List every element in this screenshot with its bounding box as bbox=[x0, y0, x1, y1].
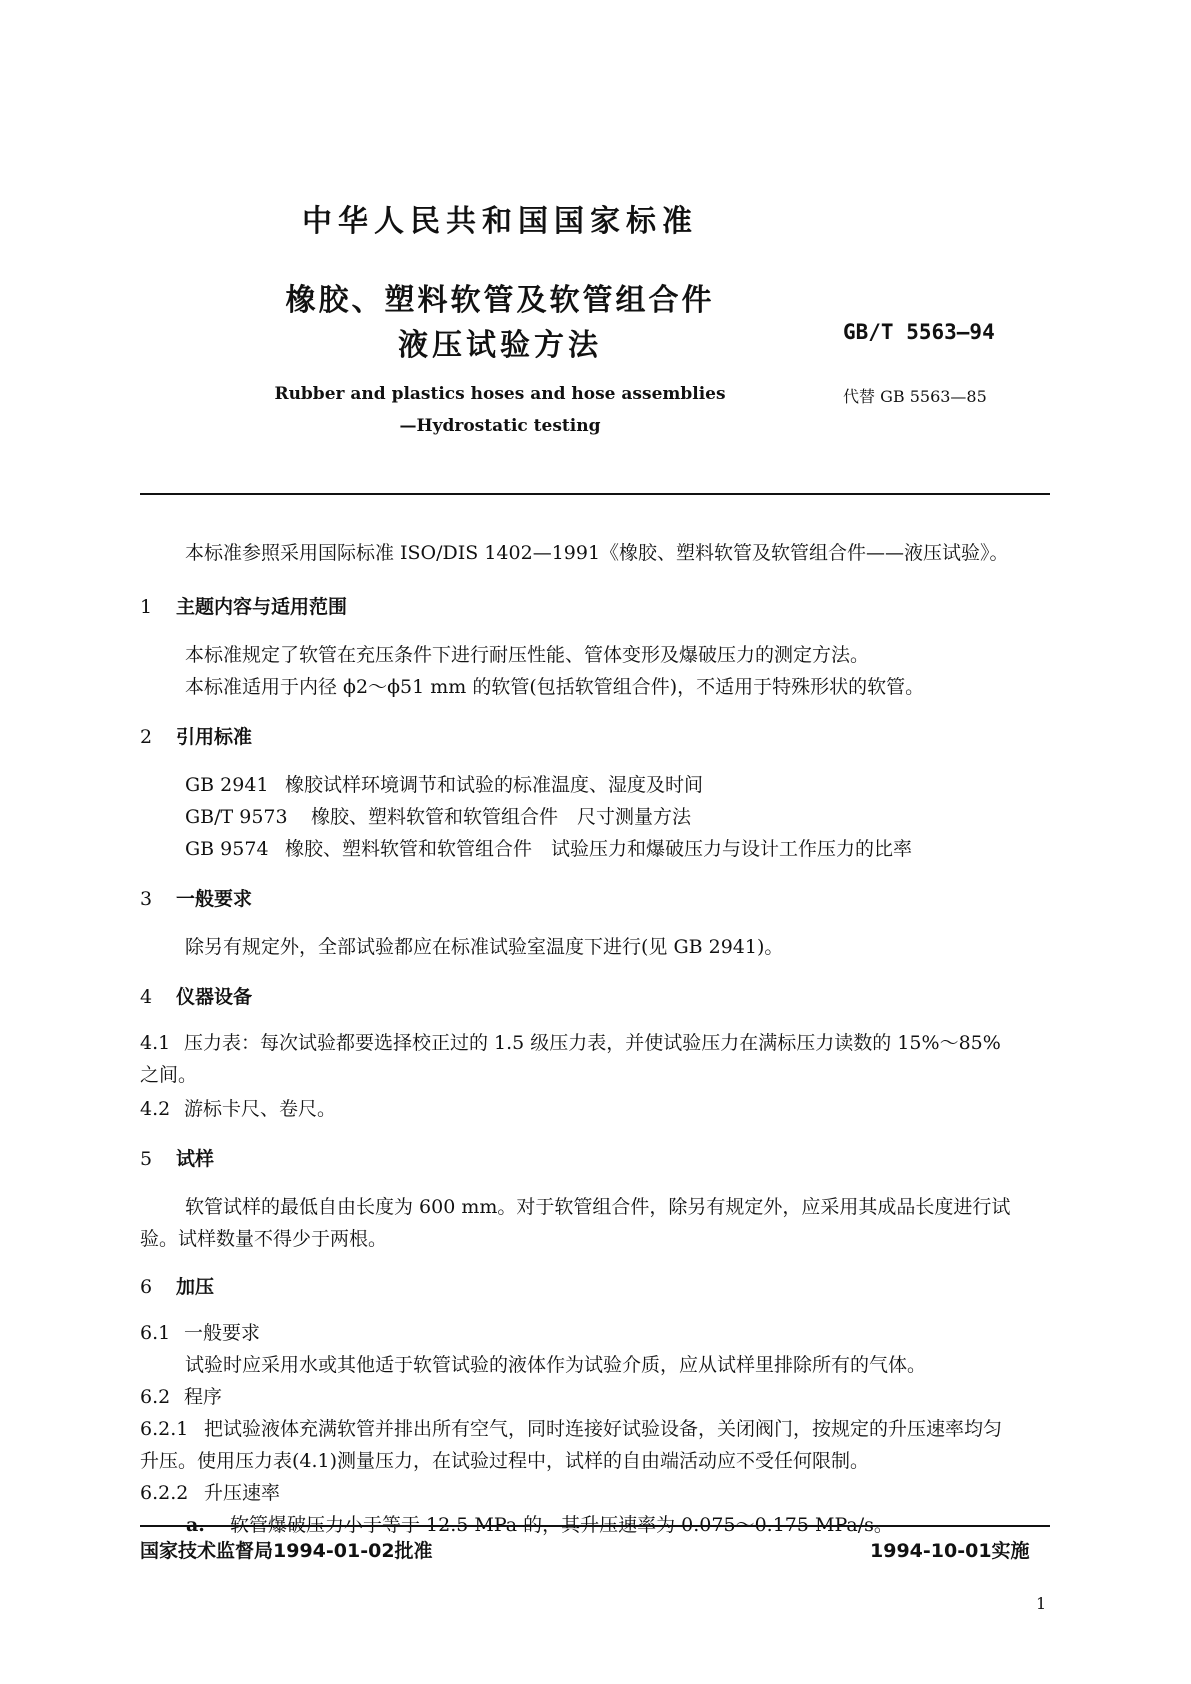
footer-divider bbox=[140, 1525, 1050, 1527]
clause-4-1-text: 压力表：每次试验都要选择校正过的 1.5 级压力表，并使试验压力在满标压力读数的 15%～85% bbox=[184, 1032, 1001, 1054]
list-item-a-text: 软管爆破压力小于等于 12.5 MPa 的，其升压速率为 0.075～0.175 MPa/s。 bbox=[230, 1514, 893, 1536]
clause-6-2-title: 程序 bbox=[184, 1386, 223, 1408]
national-standard-heading: 中华人民共和国国家标准 bbox=[302, 204, 698, 239]
reference-item bbox=[185, 770, 703, 797]
section-2-title: 引用标准 bbox=[176, 726, 253, 748]
section-6-title: 加压 bbox=[176, 1276, 215, 1298]
list-item-a bbox=[186, 1510, 893, 1537]
reference-code: GB 2941 bbox=[185, 774, 269, 796]
section-3-paragraph: 除另有规定外，全部试验都应在标准试验室温度下进行(见 GB 2941)。 bbox=[185, 936, 784, 958]
list-item-a-label: a. bbox=[186, 1514, 205, 1536]
section-2-heading bbox=[140, 722, 252, 749]
clause-6-1 bbox=[140, 1318, 260, 1345]
section-3-title: 一般要求 bbox=[176, 888, 253, 910]
clause-6-2-1-text: 把试验液体充满软管并排出所有空气，同时连接好试验设备，关闭阀门，按规定的升压速率均匀 bbox=[204, 1418, 1003, 1440]
clause-6-2-2-title: 升压速率 bbox=[204, 1482, 281, 1504]
section-1-title: 主题内容与适用范围 bbox=[176, 596, 348, 618]
section-2-number: 2 bbox=[140, 726, 153, 748]
reference-title: 橡胶试样环境调节和试验的标准温度、湿度及时间 bbox=[285, 774, 704, 796]
approval-info: 国家技术监督局1994-01-02批准 bbox=[140, 1540, 433, 1562]
section-4-heading bbox=[140, 982, 252, 1009]
clause-6-1-title: 一般要求 bbox=[184, 1322, 261, 1344]
section-1-heading bbox=[140, 592, 347, 619]
section-5-number: 5 bbox=[140, 1148, 153, 1170]
implementation-date: 1994-10-01实施 bbox=[870, 1540, 1030, 1562]
clause-4-2-text: 游标卡尺、卷尺。 bbox=[184, 1098, 337, 1120]
page-number: 1 bbox=[1036, 1594, 1047, 1613]
document-title-cn-line2: 液压试验方法 bbox=[398, 328, 602, 363]
section-4-number: 4 bbox=[140, 986, 153, 1008]
section-5-paragraph-line1: 软管试样的最低自由长度为 600 mm。对于软管组合件，除另有规定外，应采用其成品长度进行试 bbox=[185, 1196, 1011, 1218]
section-1-number: 1 bbox=[140, 596, 153, 618]
clause-4-2-number: 4.2 bbox=[140, 1098, 171, 1120]
clause-6-1-number: 6.1 bbox=[140, 1322, 171, 1344]
clause-6-1-text: 试验时应采用水或其他适于软管试验的液体作为试验介质，应从试样里排除所有的气体。 bbox=[185, 1354, 927, 1376]
section-5-paragraph-line2: 验。试样数量不得少于两根。 bbox=[140, 1228, 388, 1250]
clause-4-1-continuation: 之间。 bbox=[140, 1064, 198, 1086]
header-divider bbox=[140, 493, 1050, 495]
clause-6-2-2 bbox=[140, 1478, 280, 1505]
reference-title: 橡胶、塑料软管和软管组合件 试验压力和爆破压力与设计工作压力的比率 bbox=[285, 838, 913, 860]
section-5-heading bbox=[140, 1144, 214, 1171]
document-title-cn-line1: 橡胶、塑料软管及软管组合件 bbox=[285, 283, 715, 318]
clause-6-2-1 bbox=[140, 1414, 1002, 1441]
clause-6-2-1-continuation: 升压。使用压力表(4.1)测量压力，在试验过程中，试样的自由端活动应不受任何限制。 bbox=[140, 1450, 870, 1472]
clause-6-2 bbox=[140, 1382, 222, 1409]
section-6-heading bbox=[140, 1272, 214, 1299]
section-5-title: 试样 bbox=[176, 1148, 215, 1170]
reference-item bbox=[185, 834, 912, 861]
document-title-en-line1: Rubber and plastics hoses and hose assemblies bbox=[274, 384, 726, 404]
clause-6-2-2-number: 6.2.2 bbox=[140, 1482, 189, 1504]
replaces-standard: 代替 GB 5563—85 bbox=[843, 387, 987, 406]
section-3-heading bbox=[140, 884, 252, 911]
document-title-en-line2: —Hydrostatic testing bbox=[399, 416, 601, 436]
clause-4-1-number: 4.1 bbox=[140, 1032, 171, 1054]
standard-number: GB/T 5563—94 bbox=[843, 320, 995, 344]
clause-6-2-number: 6.2 bbox=[140, 1386, 171, 1408]
section-6-number: 6 bbox=[140, 1276, 153, 1298]
section-4-title: 仪器设备 bbox=[176, 986, 253, 1008]
reference-title: 橡胶、塑料软管和软管组合件 尺寸测量方法 bbox=[311, 806, 692, 828]
clause-4-2 bbox=[140, 1094, 336, 1121]
reference-item bbox=[185, 802, 691, 829]
section-1-paragraph-2: 本标准适用于内径 ϕ2～ϕ51 mm 的软管(包括软管组合件)，不适用于特殊形状的软管。 bbox=[185, 676, 925, 698]
clause-4-1 bbox=[140, 1028, 1001, 1055]
section-3-number: 3 bbox=[140, 888, 153, 910]
intro-paragraph: 本标准参照采用国际标准 ISO/DIS 1402—1991《橡胶、塑料软管及软管组合件——液压试验》。 bbox=[185, 542, 1009, 564]
clause-6-2-1-number: 6.2.1 bbox=[140, 1418, 189, 1440]
section-1-paragraph-1: 本标准规定了软管在充压条件下进行耐压性能、管体变形及爆破压力的测定方法。 bbox=[185, 644, 870, 666]
reference-code: GB 9574 bbox=[185, 838, 269, 860]
reference-code: GB/T 9573 bbox=[185, 806, 288, 828]
